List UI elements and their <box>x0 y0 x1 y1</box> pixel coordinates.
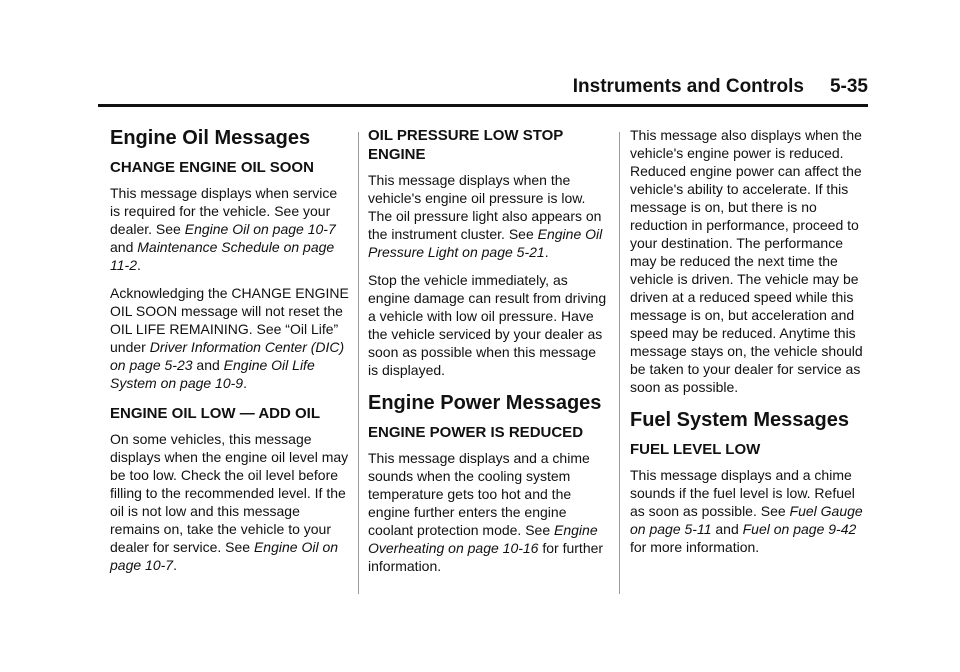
column-3 <box>630 126 870 566</box>
heading-oil-pressure-low: OIL PRESSURE LOW STOP ENGINE <box>368 127 564 163</box>
paragraph <box>630 466 870 556</box>
heading-engine-power-reduced: ENGINE POWER IS REDUCED <box>368 424 584 441</box>
heading-change-engine-oil-soon: CHANGE ENGINE OIL SOON <box>110 159 314 176</box>
text: Acknowledging the CHANGE ENGINE OIL SOON message will not reset the OIL LIFE REMAINING. See “Oil Life” under <box>110 285 349 355</box>
text: . <box>243 375 247 391</box>
paragraph <box>368 449 608 575</box>
section-title: Instruments and Controls <box>572 76 804 97</box>
cross-reference-link[interactable]: Engine Oil Pressure Light on page 5-21 <box>368 226 603 260</box>
text: This message displays and a chime sounds if the fuel level is low. Refuel as soon as possible. See <box>630 467 855 519</box>
paragraph: Stop the vehicle immediately, as engine damage can result from driving a vehicle with low oil pressure. Have the vehicle serviced by your dealer as soon as possible when this message is displayed. <box>368 272 607 378</box>
text: and <box>192 357 224 373</box>
text: for further information. <box>368 540 604 574</box>
paragraph <box>110 284 350 392</box>
column-divider-1 <box>358 132 359 594</box>
cross-reference-link[interactable]: Engine Overheating on page 10-16 <box>368 522 598 556</box>
text: . <box>136 257 141 273</box>
heading-engine-oil-low: ENGINE OIL LOW — ADD OIL <box>110 405 320 422</box>
page-header <box>573 76 868 98</box>
page-number: 5-35 <box>829 76 868 97</box>
column-divider-2 <box>619 132 620 594</box>
heading-engine-power-messages: Engine Power Messages <box>368 392 602 414</box>
text: This message displays and a chime sounds when the cooling system temperature gets too hot and the engine further enters the engine coolant protection mode. See <box>368 450 590 538</box>
paragraph <box>368 171 608 261</box>
heading-fuel-system-messages: Fuel System Messages <box>630 409 849 431</box>
column-1 <box>110 126 350 584</box>
paragraph: This message also displays when the vehicle's engine power is reduced. Reduced engine power can affect the vehicle's ability to accelerate. If this message is on, but there is no reduction in performance, proceed to your destination. The performance may be reduced the next time the vehicle is driven. The vehicle may be driven at a reduced speed while this message is on, but acceleration and speed may be reduced. Anytime this message stays on, the vehicle should be taken to your dealer for service as soon as possible. <box>630 127 863 395</box>
text: and <box>711 521 743 537</box>
heading-fuel-level-low: FUEL LEVEL LOW <box>630 441 761 458</box>
text: This message displays when the vehicle's engine oil pressure is low. The oil pressure light also appears on the instrument cluster. See <box>368 172 602 242</box>
text: and <box>110 239 138 255</box>
column-2 <box>368 126 608 585</box>
text: for more information. <box>630 539 760 555</box>
cross-reference-link[interactable]: Engine Oil on page 10-7 <box>184 221 336 237</box>
text: On some vehicles, this message displays when the engine oil level may be too low. Check the oil level before filling to the recommended level. If the oil is not low and this message remains on, take the vehicle to your dealer for service. See <box>110 431 349 555</box>
text: . <box>544 244 549 260</box>
text: . <box>173 557 177 573</box>
paragraph <box>110 430 350 574</box>
text: This message displays when service is required for the vehicle. See your dealer. See <box>110 185 338 237</box>
cross-reference-link[interactable]: Driver Information Center (DIC) on page 5-23 <box>110 339 345 373</box>
header-rule <box>98 104 868 107</box>
paragraph <box>110 184 350 274</box>
heading-engine-oil-messages: Engine Oil Messages <box>110 127 311 149</box>
cross-reference-link[interactable]: Engine Oil on page 10-7 <box>110 539 339 573</box>
cross-reference-link[interactable]: Fuel on page 9-42 <box>742 521 857 537</box>
cross-reference-link[interactable]: Engine Oil Life System on page 10-9 <box>110 357 315 391</box>
cross-reference-link[interactable]: Fuel Gauge on page 5-11 <box>630 503 863 537</box>
cross-reference-link[interactable]: Maintenance Schedule on page 11-2 <box>110 239 335 273</box>
